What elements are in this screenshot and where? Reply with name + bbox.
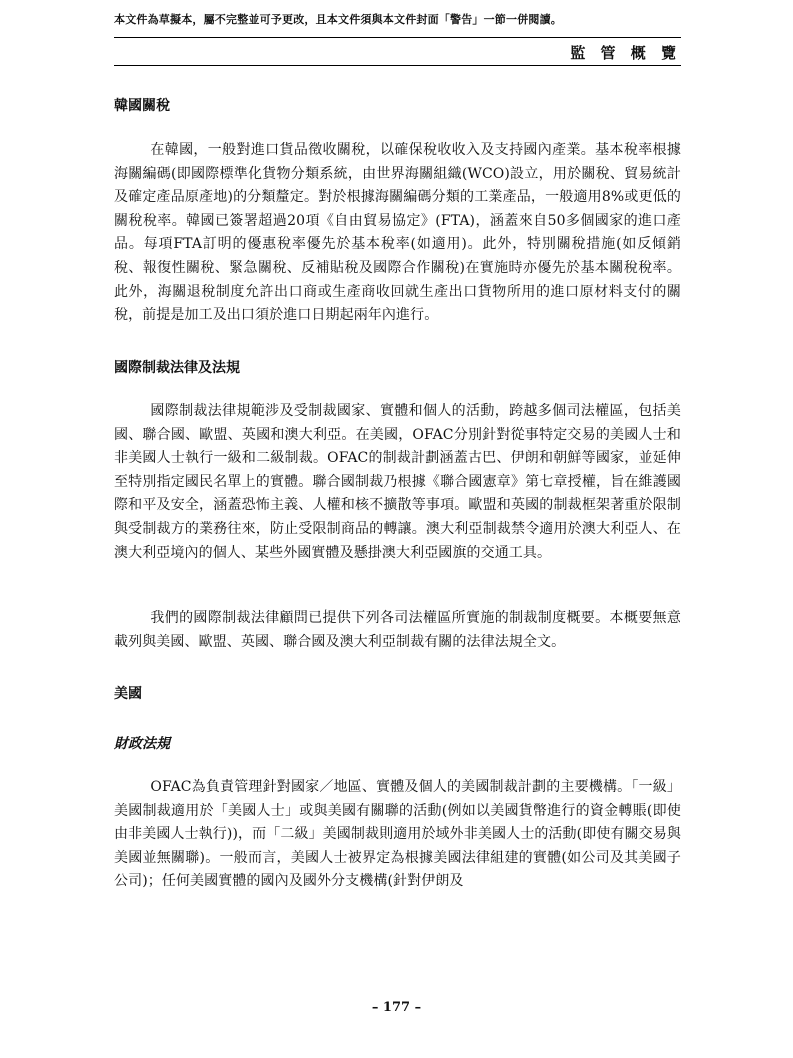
heading-international-sanctions: 國際制裁法律及法規 [114,360,240,376]
header-rule-bottom [114,65,681,66]
draft-disclaimer: 本文件為草擬本，屬不完整並可予更改，且本文件須與本文件封面「警告」一節一併閱讀。 [114,13,562,26]
paragraph-sanctions-overview: 國際制裁法律規範涉及受制裁國家、實體和個人的活動，跨越多個司法權區，包括美國、聯合國、歐盟、英國和澳大利亞。在美國，OFAC分別針對從事特定交易的美國人士和非美國人士執行一級和二級制裁。OFAC的制裁計劃涵蓋古巴、伊朗和朝鮮等國家，並延伸至特別指定國民名單上的實體。聯合國制裁乃根據《聯合國憲章》第七章授權，旨在維護國際和平及安全，涵蓋恐怖主義、人權和核不擴散等事項。歐盟和英國的制裁框架著重於限制與受制裁方的業務往來，防止受限制商品的轉讓。澳大利亞制裁禁令適用於澳大利亞人、在澳大利亞境內的個人、某些外國實體及懸掛澳大利亞國旗的交通工具。 [114,403,681,561]
subheading-financial-regulations: 財政法規 [114,736,170,752]
page-number: – 177 – [371,1000,422,1015]
paragraph-ofac: OFAC為負責管理針對國家／地區、實體及個人的美國制裁計劃的主要機構。「一級」美國制裁適用於「美國人士」或與美國有關聯的活動(例如以美國貨幣進行的資金轉賬(即使由非美國人士執行))，而「二級」美國制裁則適用於域外非美國人士的活動(即使有關交易與美國並無關聯)。一般而言，美國人士被界定為根據美國法律組建的實體(如公司及其美國子公司)；任何美國實體的國內及國外分支機構(針對伊朗及 [114,779,681,890]
heading-korea-tariffs: 韓國關稅 [114,98,170,114]
section-title: 監 管 概 覽 [570,44,681,62]
paragraph-sanctions-summary: 我們的國際制裁法律顧問已提供下列各司法權區所實施的制裁制度概要。本概要無意載列與美國、歐盟、英國、聯合國及澳大利亞制裁有關的法律法規全文。 [114,610,681,650]
paragraph-korea-tariffs: 在韓國，一般對進口貨品徵收關稅，以確保稅收收入及支持國內產業。基本稅率根據海關編碼(即國際標準化貨物分類系統，由世界海關組織(WCO)設立，用於關稅、貿易統計及確定產品原產地)的分類釐定。對於根據海關編碼分類的工業產品，一般適用8%或更低的關稅稅率。韓國已簽署超過20項《自由貿易協定》(FTA)，涵蓋來自50多個國家的進口產品。每項FTA訂明的優惠稅率優先於基本稅率(如適用)。此外，特別關稅措施(如反傾銷稅、報復性關稅、緊急關稅、反補貼稅及國際合作關稅)在實施時亦優先於基本關稅稅率。此外，海關退稅制度允許出口商或生產商收回就生產出口貨物所用的進口原材料支付的關稅，前提是加工及出口須於進口日期起兩年內進行。 [114,142,681,324]
header-rule-top [114,37,681,38]
heading-united-states: 美國 [114,686,142,702]
